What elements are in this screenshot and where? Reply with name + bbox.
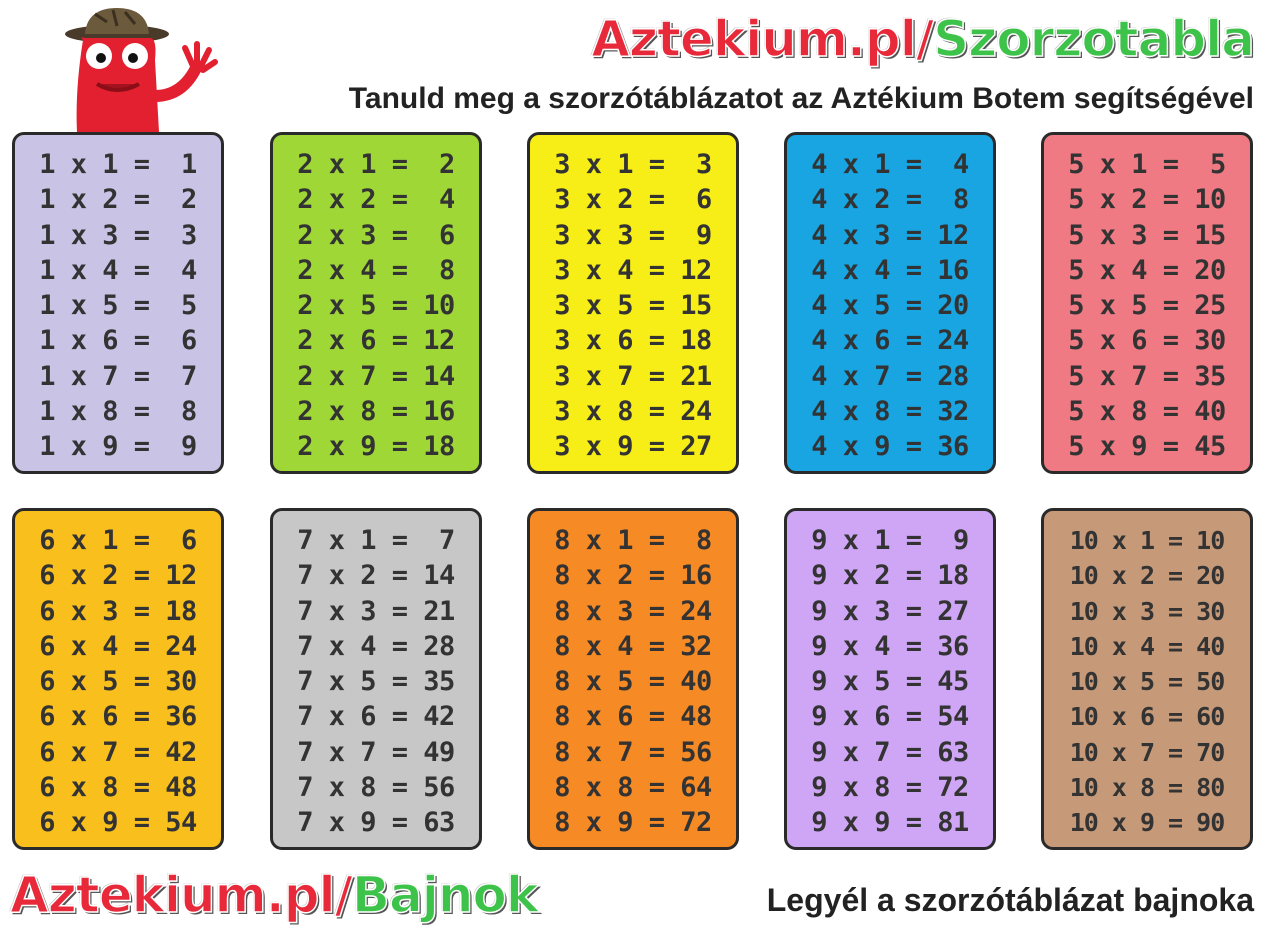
footer-brand-red-text: Aztekium.pl/ [10, 866, 352, 924]
table-row: 10 x 1 = 10 [1069, 526, 1225, 555]
table-row: 8 x 7 = 56 [554, 736, 712, 768]
table-row: 8 x 2 = 16 [554, 560, 712, 592]
header-brand-red-text: Aztekium.pl/ [591, 10, 934, 68]
table-row: 2 x 2 = 4 [297, 184, 455, 216]
table-row: 5 x 5 = 25 [1068, 290, 1226, 322]
table-row: 1 x 8 = 8 [39, 396, 197, 428]
table-row: 10 x 2 = 20 [1069, 561, 1225, 591]
table-row: 2 x 4 = 8 [297, 254, 455, 286]
table-row: 10 x 3 = 30 [1069, 596, 1225, 626]
table-card-9 [784, 508, 996, 850]
table-row: 2 x 5 = 10 [297, 290, 455, 322]
footer-tagline: Legyél a szorzótáblázat bajnoka [766, 882, 1254, 918]
table-card-1 [12, 132, 224, 474]
table-row: 3 x 3 = 9 [554, 219, 712, 251]
footer-brand-logo[interactable] [10, 866, 538, 924]
table-row: 2 x 7 = 14 [297, 360, 455, 392]
table-row: 7 x 1 = 7 [297, 525, 455, 556]
table-row: 1 x 3 = 3 [39, 219, 197, 251]
table-row: 8 x 5 = 40 [554, 666, 712, 698]
table-row: 4 x 3 = 12 [811, 219, 969, 251]
table-card-6 [12, 508, 224, 850]
table-row: 5 x 3 = 15 [1068, 219, 1226, 251]
table-row: 2 x 3 = 6 [297, 219, 455, 251]
table-row: 2 x 6 = 12 [297, 325, 455, 357]
table-row: 3 x 7 = 21 [554, 360, 712, 392]
table-row: 8 x 4 = 32 [554, 630, 712, 662]
table-row: 6 x 2 = 12 [39, 560, 197, 592]
table-card-7 [270, 508, 482, 850]
table-row: 9 x 5 = 45 [811, 666, 969, 698]
table-row: 3 x 9 = 27 [554, 431, 712, 463]
table-row: 1 x 7 = 7 [39, 360, 197, 392]
table-row: 8 x 9 = 72 [554, 807, 712, 839]
table-row: 10 x 8 = 80 [1069, 773, 1225, 803]
table-row: 9 x 3 = 27 [811, 595, 969, 627]
table-row: 1 x 9 = 9 [39, 431, 197, 463]
table-row: 7 x 7 = 49 [297, 736, 455, 768]
header-brand-green-text: Szorzotabla [933, 10, 1254, 68]
table-row: 5 x 9 = 45 [1068, 431, 1226, 463]
table-row: 10 x 7 = 70 [1069, 737, 1225, 767]
table-row: 5 x 4 = 20 [1068, 254, 1226, 286]
table-row: 4 x 9 = 36 [811, 431, 969, 463]
table-card-5 [1041, 132, 1253, 474]
table-row: 4 x 7 = 28 [811, 360, 969, 392]
table-row: 9 x 6 = 54 [811, 701, 969, 733]
table-row: 6 x 8 = 48 [39, 772, 197, 804]
table-row: 4 x 1 = 4 [811, 149, 969, 180]
table-row: 7 x 2 = 14 [297, 560, 455, 592]
table-row: 10 x 6 = 60 [1069, 702, 1225, 732]
table-row: 5 x 7 = 35 [1068, 360, 1226, 392]
table-row: 6 x 6 = 36 [39, 701, 197, 733]
table-row: 2 x 1 = 2 [297, 149, 455, 180]
table-row: 5 x 6 = 30 [1068, 325, 1226, 357]
table-card-4 [784, 132, 996, 474]
table-row: 3 x 8 = 24 [554, 396, 712, 428]
table-card-8 [527, 508, 739, 850]
table-row: 7 x 3 = 21 [297, 595, 455, 627]
table-row: 3 x 6 = 18 [554, 325, 712, 357]
table-row: 1 x 1 = 1 [39, 149, 197, 180]
table-row: 6 x 7 = 42 [39, 736, 197, 768]
table-row: 2 x 8 = 16 [297, 396, 455, 428]
table-row: 3 x 2 = 6 [554, 184, 712, 216]
table-row: 3 x 4 = 12 [554, 254, 712, 286]
table-row: 9 x 9 = 81 [811, 807, 969, 839]
table-row: 7 x 4 = 28 [297, 630, 455, 662]
table-row: 4 x 8 = 32 [811, 396, 969, 428]
table-row: 1 x 4 = 4 [39, 254, 197, 286]
table-row: 1 x 6 = 6 [39, 325, 197, 357]
table-row: 2 x 9 = 18 [297, 431, 455, 463]
table-row: 7 x 9 = 63 [297, 807, 455, 839]
table-row: 9 x 7 = 63 [811, 736, 969, 768]
table-row: 7 x 8 = 56 [297, 772, 455, 804]
table-row: 5 x 8 = 40 [1068, 396, 1226, 428]
table-row: 8 x 8 = 64 [554, 772, 712, 804]
mascot-robot-image [55, 0, 225, 135]
table-row: 6 x 9 = 54 [39, 807, 197, 839]
table-row: 3 x 1 = 3 [554, 149, 712, 180]
table-row: 1 x 2 = 2 [39, 184, 197, 216]
table-row: 10 x 5 = 50 [1069, 667, 1225, 697]
table-row: 10 x 4 = 40 [1069, 631, 1225, 661]
table-row: 6 x 5 = 30 [39, 666, 197, 698]
table-row: 9 x 8 = 72 [811, 772, 969, 804]
table-card-2 [270, 132, 482, 474]
table-row: 7 x 6 = 42 [297, 701, 455, 733]
table-row: 7 x 5 = 35 [297, 666, 455, 698]
table-row: 10 x 9 = 90 [1069, 808, 1225, 838]
table-row: 6 x 1 = 6 [39, 525, 197, 556]
table-card-3 [527, 132, 739, 474]
table-row: 9 x 4 = 36 [811, 630, 969, 662]
table-row: 6 x 3 = 18 [39, 595, 197, 627]
table-row: 1 x 5 = 5 [39, 290, 197, 322]
table-card-10 [1041, 508, 1253, 850]
table-row: 9 x 2 = 18 [811, 560, 969, 592]
table-row: 4 x 5 = 20 [811, 290, 969, 322]
table-row: 4 x 2 = 8 [811, 184, 969, 216]
table-row: 8 x 3 = 24 [554, 595, 712, 627]
table-row: 8 x 1 = 8 [554, 525, 712, 556]
page-subtitle: Tanuld meg a szorzótáblázatot az Aztékium Botem segítségével [348, 82, 1254, 115]
table-row: 3 x 5 = 15 [554, 290, 712, 322]
table-row: 5 x 1 = 5 [1068, 149, 1226, 180]
table-row: 4 x 6 = 24 [811, 325, 969, 357]
table-row: 8 x 6 = 48 [554, 701, 712, 733]
table-row: 9 x 1 = 9 [811, 525, 969, 556]
table-row: 5 x 2 = 10 [1068, 184, 1226, 216]
header-brand-logo[interactable] [591, 10, 1254, 68]
footer-brand-green-text: Bajnok [351, 866, 539, 924]
table-row: 4 x 4 = 16 [811, 254, 969, 286]
table-row: 6 x 4 = 24 [39, 630, 197, 662]
